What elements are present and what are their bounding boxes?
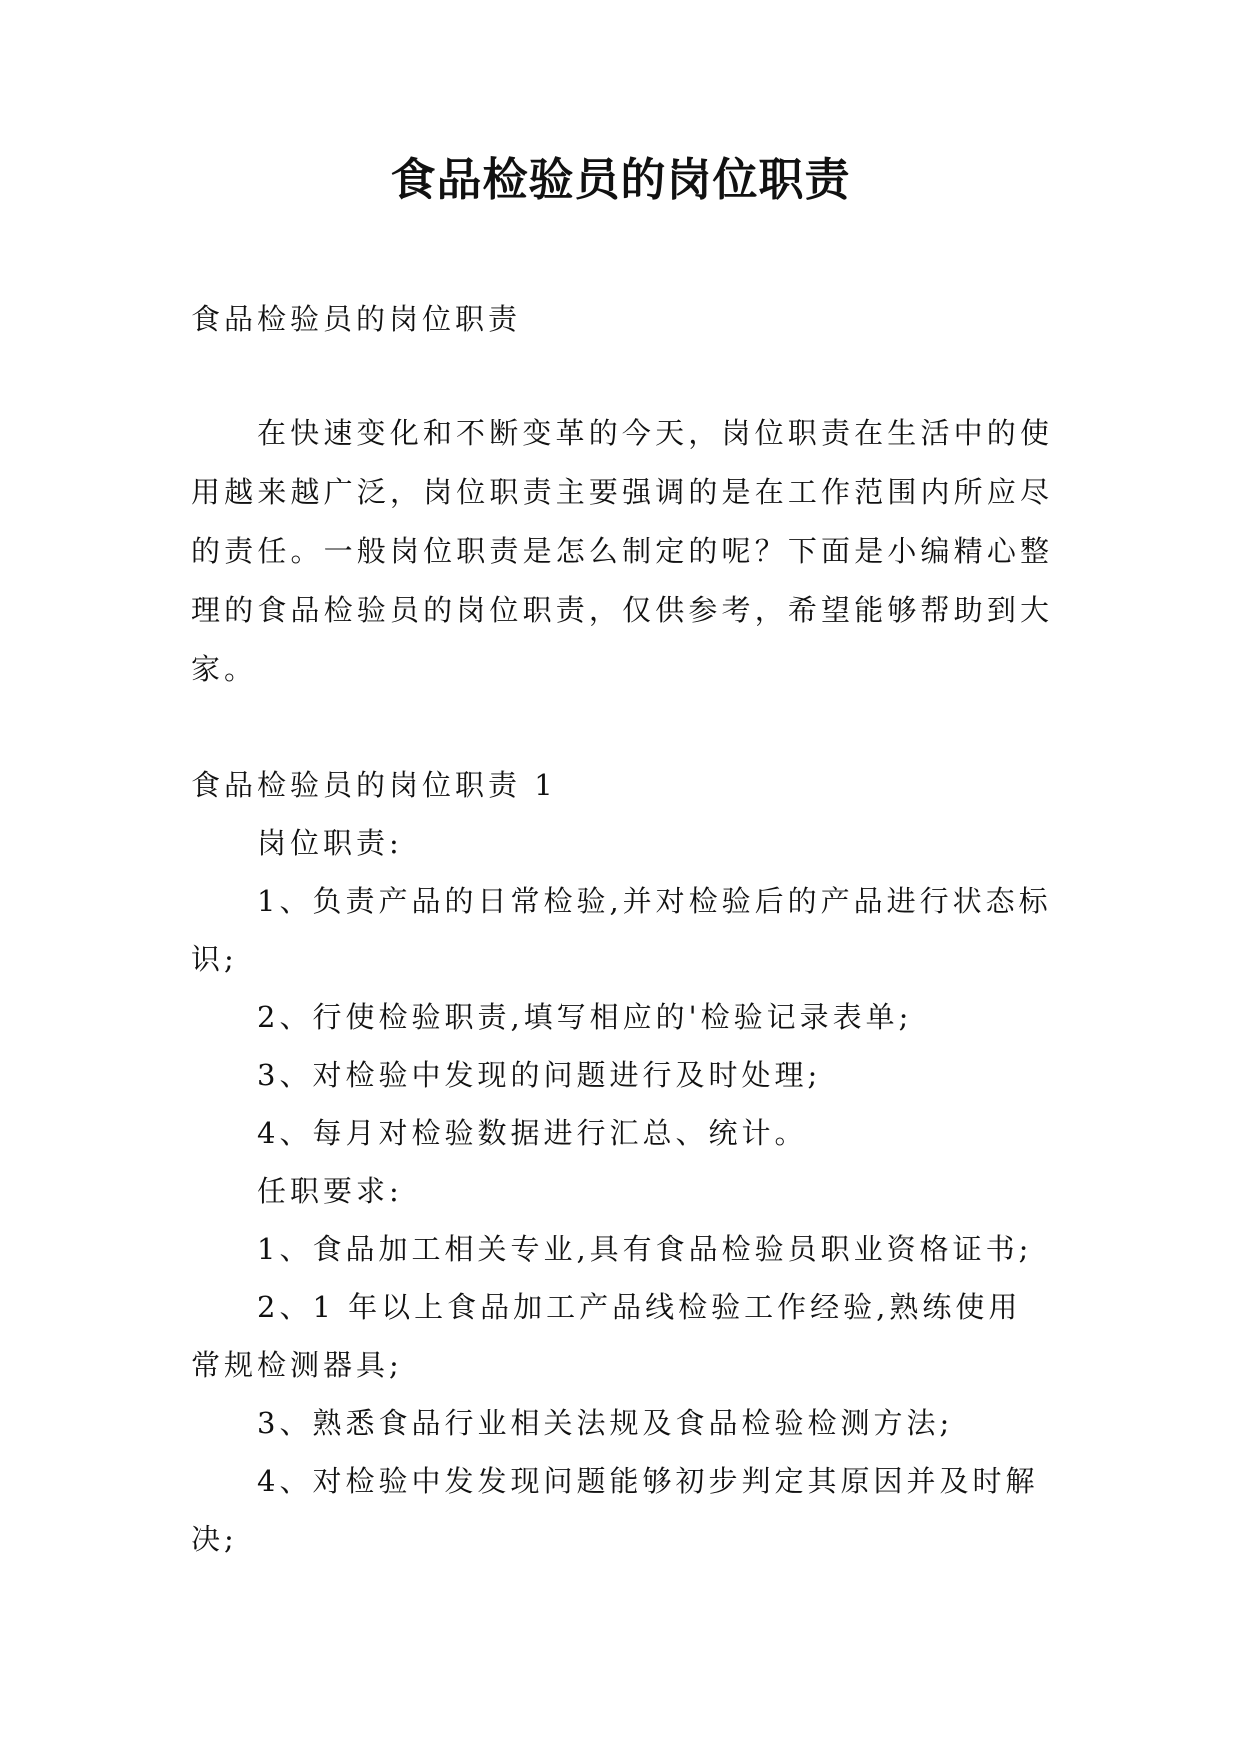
- duty-item: 2、行使检验职责,填写相应的'检验记录表单;: [257, 1000, 913, 1034]
- duty-item: 3、对检验中发现的问题进行及时处理;: [257, 1058, 822, 1092]
- requirements-label: 任职要求:: [257, 1174, 403, 1208]
- duties-label: 岗位职责:: [257, 826, 403, 860]
- document-title: 食品检验员的岗位职责: [390, 153, 851, 206]
- section-heading: 食品检验员的岗位职责 1: [191, 768, 557, 802]
- section-1: [191, 756, 1053, 1568]
- intro-paragraph: 在快速变化和不断变革的今天，岗位职责在生活中的使用越来越广泛，岗位职责主要强调的是在工作范围内所应尽的责任。一般岗位职责是怎么制定的呢？下面是小编精心整理的食品检验员的岗位职责，仅供参考，希望能够帮助到大家。: [191, 416, 1053, 686]
- requirement-item: 4、对检验中发发现问题能够初步判定其原因并及时解决;: [191, 1464, 1039, 1556]
- requirement-item: 1、食品加工相关专业,具有食品检验员职业资格证书;: [257, 1232, 1033, 1266]
- duty-item: 4、每月对检验数据进行汇总、统计。: [257, 1116, 808, 1150]
- requirement-item: 3、熟悉食品行业相关法规及食品检验检测方法;: [257, 1406, 954, 1440]
- document-subtitle: 食品检验员的岗位职责: [191, 302, 522, 336]
- duty-item: 1、负责产品的日常检验,并对检验后的产品进行状态标识;: [191, 884, 1052, 976]
- requirement-item: 2、1 年以上食品加工产品线检验工作经验,熟练使用常规检测器具;: [191, 1290, 1022, 1382]
